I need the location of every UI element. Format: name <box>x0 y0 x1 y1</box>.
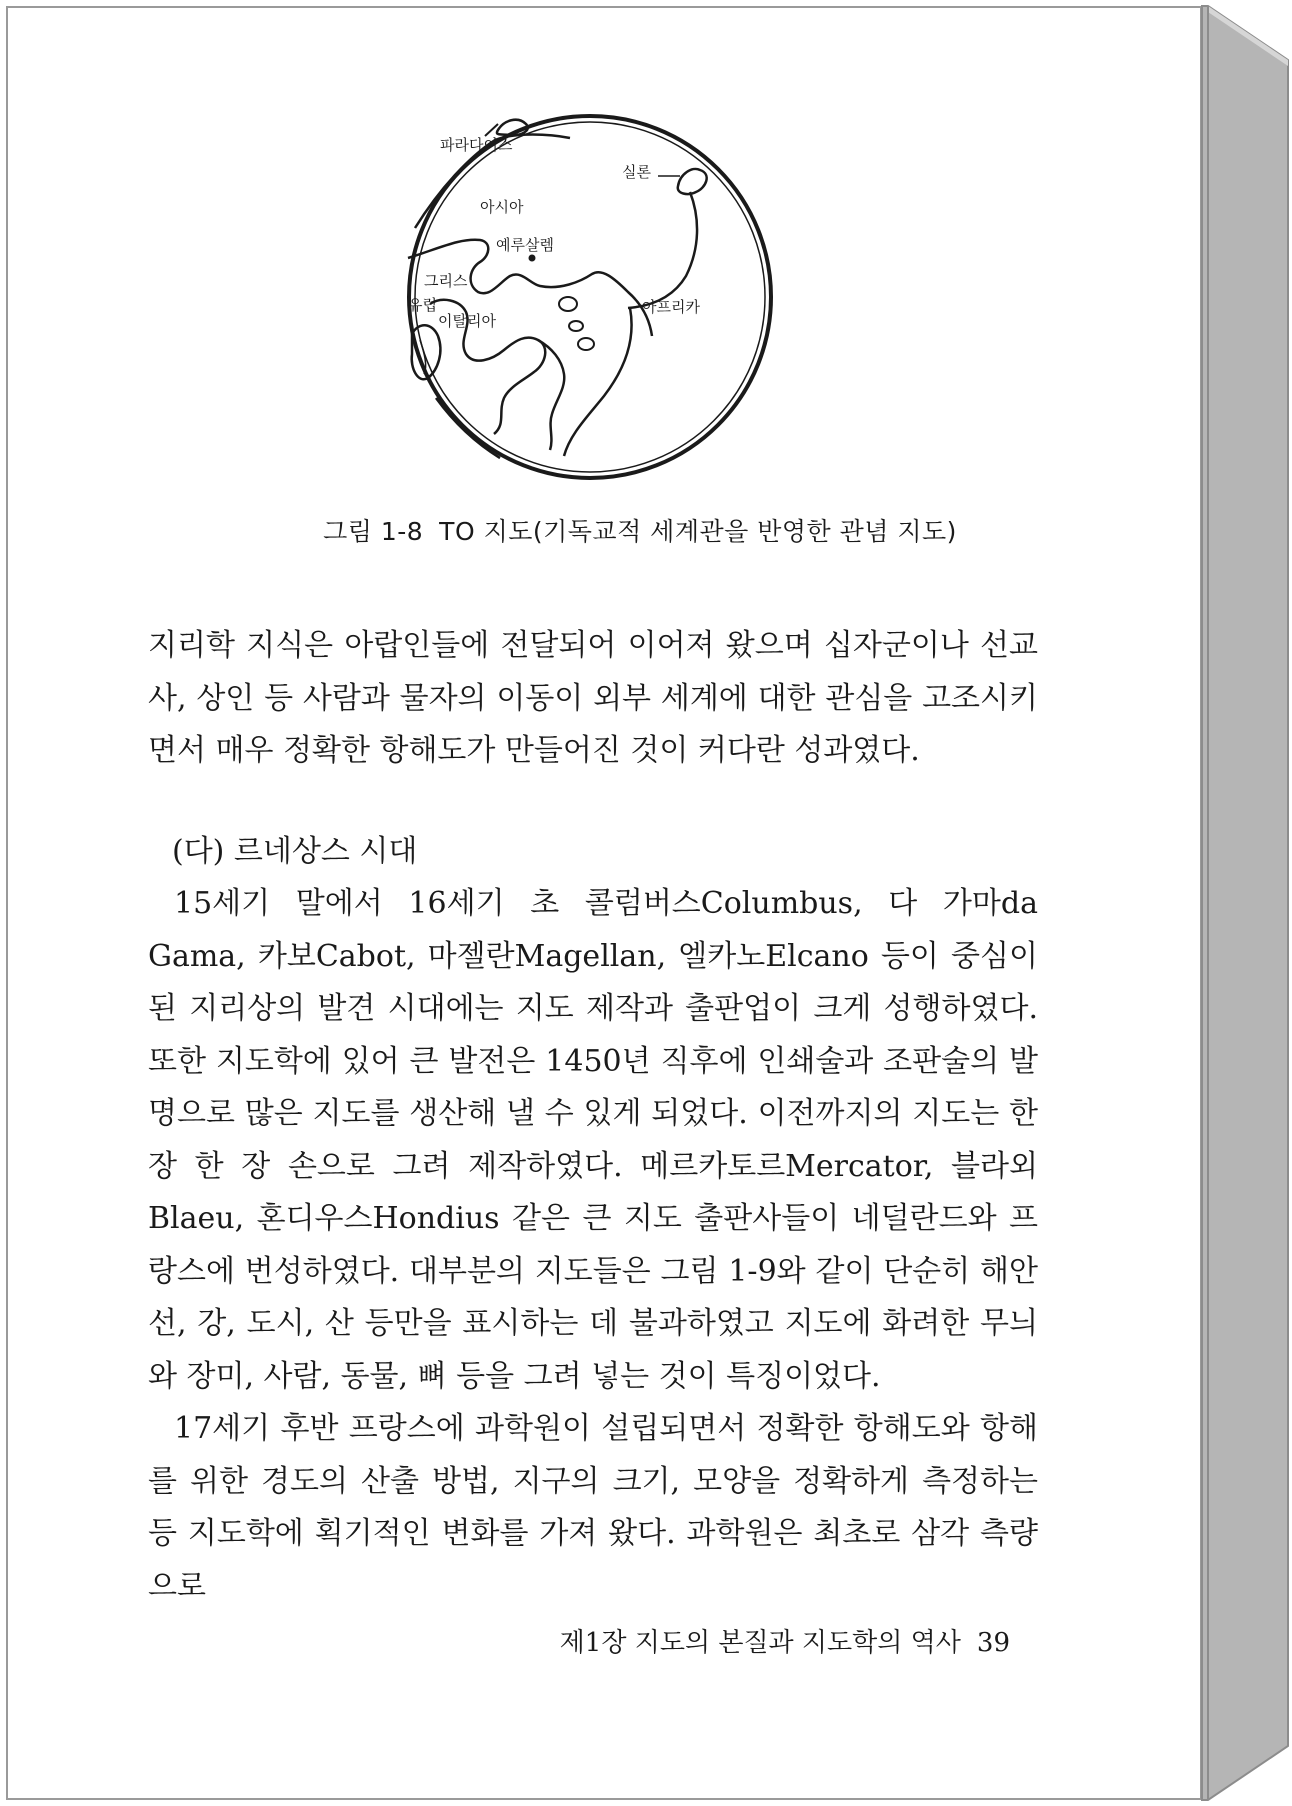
map-label-asia: 아시아 <box>480 198 524 216</box>
figure-caption-text: TO 지도(기독교적 세계관을 반영한 관념 지도) <box>439 517 957 546</box>
section-heading-renaissance: (다) 르네상스 시대 <box>172 834 418 869</box>
paragraph-french-academy: 17세기 후반 프랑스에 과학원이 설립되면서 정확한 항해도와 항해를 위한 경도의 산출 방법, 지구의 크기, 모양을 정확하게 측정하는 등 지도학에 획기적인 변화를 가져 왔다. 과학원은 최초로 삼각 측량으로 <box>148 1411 1038 1604</box>
map-label-africa: 아프리카 <box>642 298 700 316</box>
map-label-italy: 이탈리아 <box>438 312 496 330</box>
to-map-drawing <box>400 108 780 486</box>
figure-caption-number: 그림 1-8 <box>323 517 424 546</box>
figure-caption <box>160 512 1120 548</box>
map-label-ceylon: 실론 <box>622 163 651 181</box>
running-footer <box>560 1622 1010 1659</box>
map-label-paradise: 파라다이스 <box>440 136 513 154</box>
page-number: 39 <box>976 1628 1010 1658</box>
paragraph-age-of-discovery: 15세기 말에서 16세기 초 콜럼버스Columbus, 다 가마da Gama, 카보Cabot, 마젤란Magellan, 엘카노Elcano 등이 중심이 된 지리상의 발견 시대에는 지도 제작과 출판업이 크게 성행하였다. 또한 지도학에 있어 큰 발전은 1450년 직후에 인쇄술과 조판술의 발명으로 많은 지도를 생산해 낼 수 있게 되었다. 이전까지의 지도는 한 장 한 장 손으로 그려 제작하였다. 메르카토르Mercator, 블라외Blaeu, 혼디우스Hondius 같은 큰 지도 출판사들이 네덜란드와 프랑스에 번성하였다. 대부분의 지도들은 그림 1-9와 같이 단순히 해안선, 강, 도시, 산 등만을 표시하는 데 불과하였고 지도에 화려한 무늬와 장미, 사람, 동물, 뼈 등을 그려 넣는 것이 특징이었다. <box>148 886 1038 1394</box>
map-label-europe: 유럽 <box>408 296 437 314</box>
chapter-title: 제1장 지도의 본질과 지도학의 역사 <box>559 1628 961 1658</box>
map-label-greece: 그리스 <box>424 272 468 290</box>
paragraph-arab-knowledge: 지리학 지식은 아랍인들에 전달되어 이어져 왔으며 십자군이나 선교사, 상인 등 사람과 물자의 이동이 외부 세계에 대한 관심을 고조시키면서 매우 정확한 항해도가 만들어진 것이 커다란 성과였다. <box>148 628 1038 768</box>
map-label-jerusalem: 예루살렘 <box>496 236 554 254</box>
to-map-figure <box>400 108 780 486</box>
